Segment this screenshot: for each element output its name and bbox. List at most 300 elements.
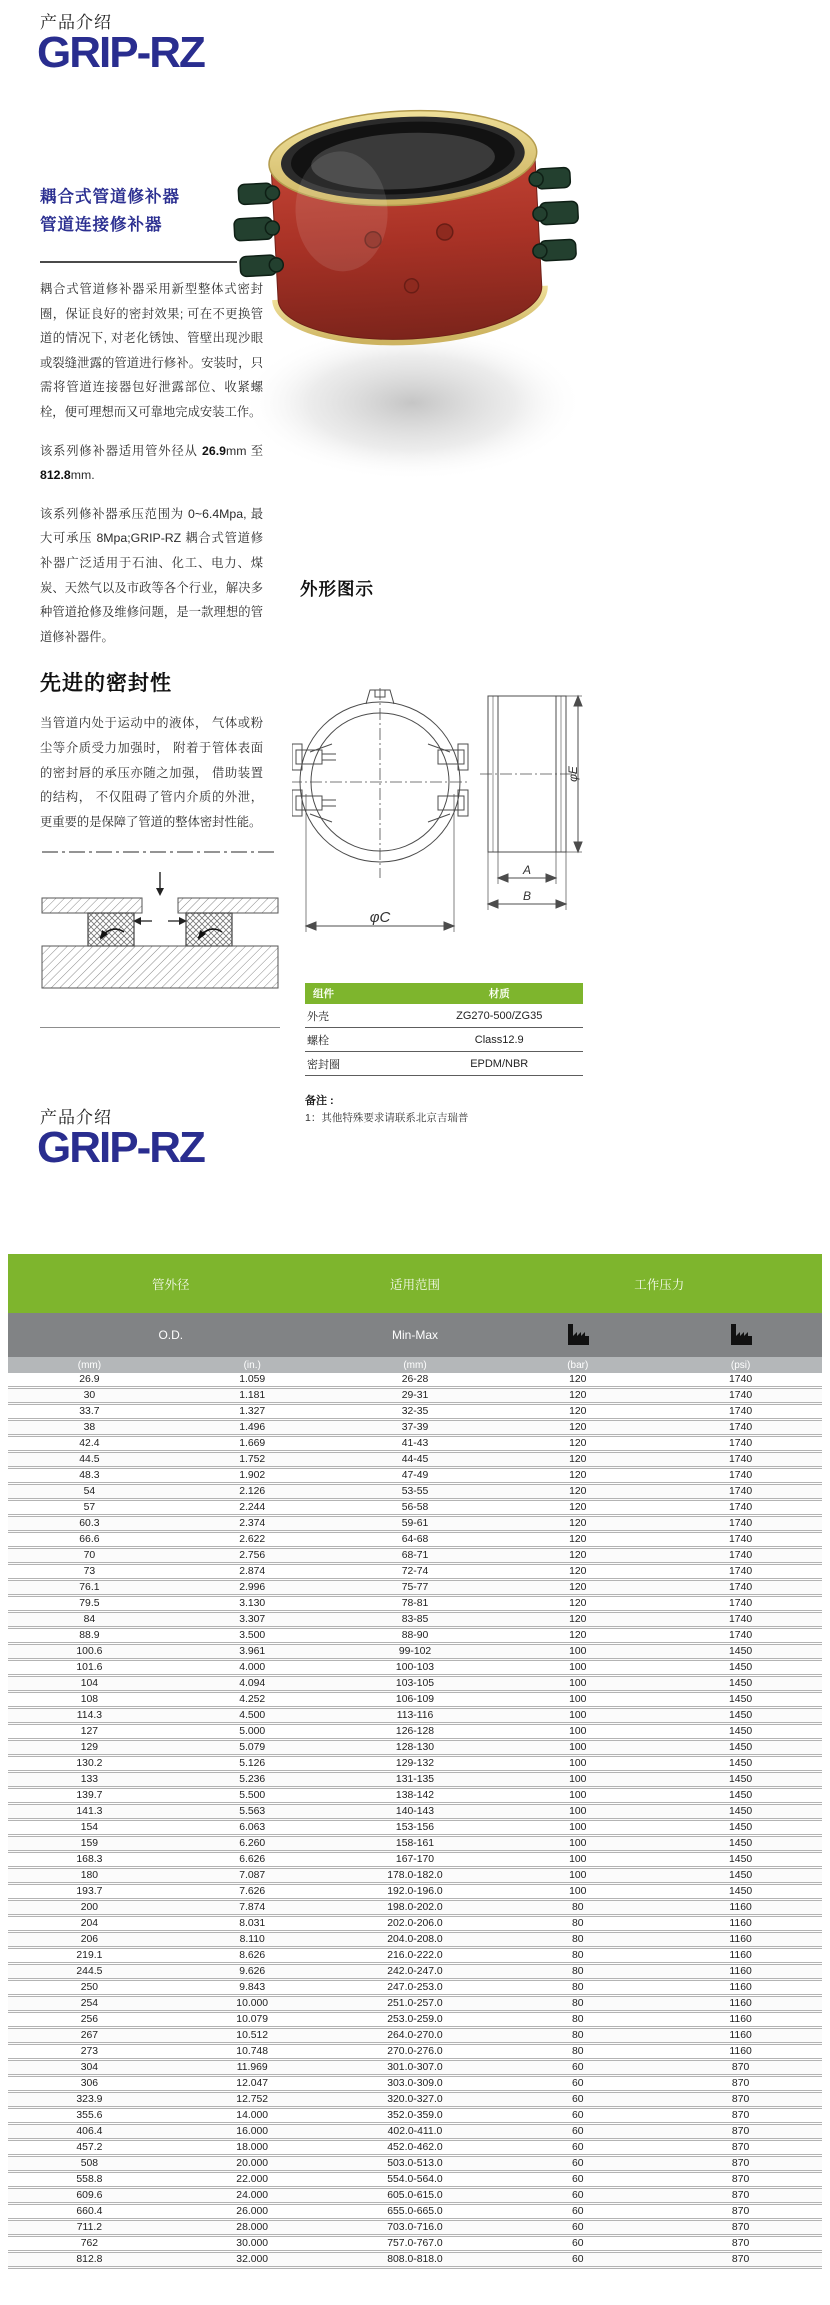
note-line-1: 1：其他特殊要求请联系北京吉瑞普 — [305, 1112, 469, 1124]
spec-unit-cell: (mm) — [8, 1357, 171, 1373]
spec-cell: 204 — [8, 1916, 171, 1932]
spec-cell: 5.563 — [171, 1804, 334, 1820]
page2-section-label: 产品介绍 — [40, 1108, 112, 1127]
dim-label-b: B — [522, 889, 532, 903]
spec-cell: 711.2 — [8, 2220, 171, 2236]
spec-table — [8, 1254, 822, 2269]
spec-cell: 113-116 — [334, 1708, 497, 1724]
spec-cell: 5.079 — [171, 1740, 334, 1756]
spec-cell: 4.252 — [171, 1692, 334, 1708]
spec-row — [8, 1436, 822, 1452]
spec-unit-cell: (psi) — [659, 1357, 822, 1373]
spec-cell: 1450 — [659, 1820, 822, 1836]
spec-cell: 1450 — [659, 1740, 822, 1756]
spec-row — [8, 2252, 822, 2268]
spec-cell: 254 — [8, 1996, 171, 2012]
spec-cell: 108 — [8, 1692, 171, 1708]
spec-cell: 80 — [496, 1948, 659, 1964]
spec-cell: 120 — [496, 1548, 659, 1564]
spec-row — [8, 1612, 822, 1628]
spec-cell: 47-49 — [334, 1468, 497, 1484]
spec-cell: 53-55 — [334, 1484, 497, 1500]
spec-group-range: 适用范围 — [334, 1254, 497, 1313]
spec-row — [8, 1948, 822, 1964]
materials-cell: EPDM/NBR — [415, 1052, 583, 1076]
spec-row — [8, 1500, 822, 1516]
spec-cell: 870 — [659, 2092, 822, 2108]
spec-cell: 192.0-196.0 — [334, 1884, 497, 1900]
spec-cell: 126-128 — [334, 1724, 497, 1740]
spec-cell: 2.996 — [171, 1580, 334, 1596]
spec-cell: 1450 — [659, 1644, 822, 1660]
spec-cell: 2.374 — [171, 1516, 334, 1532]
spec-cell: 80 — [496, 1916, 659, 1932]
spec-cell: 406.4 — [8, 2124, 171, 2140]
spec-cell: 3.130 — [171, 1596, 334, 1612]
spec-row — [8, 1708, 822, 1724]
spec-unit-cell: (in.) — [171, 1357, 334, 1373]
spec-cell: 120 — [496, 1580, 659, 1596]
spec-row — [8, 1676, 822, 1692]
spec-cell: 306 — [8, 2076, 171, 2092]
spec-cell: 100 — [496, 1644, 659, 1660]
spec-cell: 60 — [496, 2220, 659, 2236]
spec-cell: 120 — [496, 1596, 659, 1612]
spec-row — [8, 2140, 822, 2156]
spec-cell: 320.0-327.0 — [334, 2092, 497, 2108]
spec-cell: 267 — [8, 2028, 171, 2044]
spec-row — [8, 1900, 822, 1916]
spec-cell: 1450 — [659, 1884, 822, 1900]
spec-cell: 80 — [496, 2012, 659, 2028]
spec-cell: 22.000 — [171, 2172, 334, 2188]
spec-cell: 4.094 — [171, 1676, 334, 1692]
spec-cell: 30.000 — [171, 2236, 334, 2252]
spec-cell: 7.087 — [171, 1868, 334, 1884]
spec-row — [8, 1373, 822, 1388]
spec-cell: 120 — [496, 1500, 659, 1516]
spec-cell: 1.496 — [171, 1420, 334, 1436]
spec-cell: 247.0-253.0 — [334, 1980, 497, 1996]
spec-row — [8, 2188, 822, 2204]
sealing-diagram — [40, 846, 280, 1008]
spec-group-header-row — [8, 1254, 822, 1313]
spec-cell: 60 — [496, 2156, 659, 2172]
spec-cell: 355.6 — [8, 2108, 171, 2124]
spec-cell: 1740 — [659, 1580, 822, 1596]
dim-label-c: φC — [369, 909, 391, 926]
spec-cell: 3.307 — [171, 1612, 334, 1628]
spec-cell: 120 — [496, 1628, 659, 1644]
spec-cell: 178.0-182.0 — [334, 1868, 497, 1884]
product-title-line1: 耦合式管道修补器 — [40, 188, 180, 206]
spec-cell: 80 — [496, 1980, 659, 1996]
spec-cell: 303.0-309.0 — [334, 2076, 497, 2092]
materials-header-component: 组件 — [305, 983, 415, 1004]
spec-cell: 244.5 — [8, 1964, 171, 1980]
technical-drawing — [292, 632, 586, 974]
spec-cell: 1.327 — [171, 1404, 334, 1420]
spec-cell: 100 — [496, 1740, 659, 1756]
spec-cell: 60 — [496, 2140, 659, 2156]
page1-section-label: 产品介绍 — [40, 13, 112, 32]
spec-cell: 139.7 — [8, 1788, 171, 1804]
spec-cell: 1740 — [659, 1468, 822, 1484]
spec-cell: 11.969 — [171, 2060, 334, 2076]
spec-row — [8, 2044, 822, 2060]
spec-cell: 1450 — [659, 1724, 822, 1740]
spec-cell: 1160 — [659, 1948, 822, 1964]
spec-cell: 5.500 — [171, 1788, 334, 1804]
spec-cell: 402.0-411.0 — [334, 2124, 497, 2140]
spec-cell: 54 — [8, 1484, 171, 1500]
spec-row — [8, 2108, 822, 2124]
spec-cell: 8.031 — [171, 1916, 334, 1932]
spec-cell: 2.244 — [171, 1500, 334, 1516]
spec-cell: 870 — [659, 2060, 822, 2076]
spec-cell: 870 — [659, 2124, 822, 2140]
spec-cell: 80 — [496, 1964, 659, 1980]
spec-subheader-range: Min-Max — [334, 1313, 497, 1357]
spec-row — [8, 1916, 822, 1932]
spec-cell: 103-105 — [334, 1676, 497, 1692]
title-divider — [40, 261, 237, 263]
spec-unit-cell: (mm) — [334, 1357, 497, 1373]
spec-cell: 270.0-276.0 — [334, 2044, 497, 2060]
spec-cell: 1160 — [659, 2044, 822, 2060]
spec-cell: 2.874 — [171, 1564, 334, 1580]
spec-row — [8, 1484, 822, 1500]
spec-cell: 605.0-615.0 — [334, 2188, 497, 2204]
spec-row — [8, 1964, 822, 1980]
spec-cell: 10.748 — [171, 2044, 334, 2060]
spec-cell: 204.0-208.0 — [334, 1932, 497, 1948]
spec-cell: 200 — [8, 1900, 171, 1916]
spec-row — [8, 1548, 822, 1564]
spec-cell: 120 — [496, 1452, 659, 1468]
spec-cell: 26.9 — [8, 1373, 171, 1388]
spec-cell: 198.0-202.0 — [334, 1900, 497, 1916]
od-range-min: 26.9 — [202, 443, 226, 458]
spec-cell: 100 — [496, 1820, 659, 1836]
materials-cell: ZG270-500/ZG35 — [415, 1004, 583, 1028]
spec-cell: 1450 — [659, 1788, 822, 1804]
spec-cell: 133 — [8, 1772, 171, 1788]
spec-cell: 216.0-222.0 — [334, 1948, 497, 1964]
materials-cell: 螺栓 — [305, 1028, 415, 1052]
spec-cell: 301.0-307.0 — [334, 2060, 497, 2076]
spec-subheader-psi-cell — [659, 1313, 822, 1357]
intro-column — [40, 183, 263, 1028]
spec-cell: 130.2 — [8, 1756, 171, 1772]
spec-row — [8, 2236, 822, 2252]
spec-cell: 1450 — [659, 1676, 822, 1692]
spec-cell: 1160 — [659, 1996, 822, 2012]
spec-cell: 206 — [8, 1932, 171, 1948]
spec-cell: 180 — [8, 1868, 171, 1884]
spec-cell: 29-31 — [334, 1388, 497, 1404]
spec-cell: 114.3 — [8, 1708, 171, 1724]
spec-cell: 870 — [659, 2204, 822, 2220]
sealing-paragraph: 当管道内处于运动中的液体， 气体或粉尘等介质受力加强时， 附着于管体表面的密封唇的承压亦随之加强， 借助装置的结构， 不仅阻碍了管内介质的外泄， 更重要的是保障了管道的整体密封性能。 — [40, 716, 263, 829]
spec-cell: 14.000 — [171, 2108, 334, 2124]
spec-cell: 128-130 — [334, 1740, 497, 1756]
spec-cell: 655.0-665.0 — [334, 2204, 497, 2220]
spec-cell: 1740 — [659, 1484, 822, 1500]
spec-cell: 37-39 — [334, 1420, 497, 1436]
spec-cell: 158-161 — [334, 1836, 497, 1852]
spec-cell: 120 — [496, 1436, 659, 1452]
intro-paragraph-1: 耦合式管道修补器采用新型整体式密封圈，保证良好的密封效果; 可在不更换管道的情况下, 对老化锈蚀、管壁出现沙眼或裂缝泄露的管道进行修补。安装时，只需将管道连接器包好泄露部位、收紧螺栓，便可理想而又可靠地完成安装工作。 — [40, 282, 263, 419]
spec-cell: 38 — [8, 1420, 171, 1436]
spec-row — [8, 1980, 822, 1996]
spec-cell: 9.626 — [171, 1964, 334, 1980]
spec-cell: 1160 — [659, 1980, 822, 1996]
spec-cell: 129 — [8, 1740, 171, 1756]
spec-row — [8, 1740, 822, 1756]
right-bolt-cluster — [529, 167, 581, 261]
spec-row — [8, 1404, 822, 1420]
spec-cell: 101.6 — [8, 1660, 171, 1676]
spec-cell: 1450 — [659, 1708, 822, 1724]
spec-cell: 120 — [496, 1468, 659, 1484]
spec-cell: 1450 — [659, 1852, 822, 1868]
spec-cell: 100 — [496, 1884, 659, 1900]
spec-cell: 59-61 — [334, 1516, 497, 1532]
materials-cell: Class12.9 — [415, 1028, 583, 1052]
spec-row — [8, 1564, 822, 1580]
spec-cell: 558.8 — [8, 2172, 171, 2188]
spec-cell: 1450 — [659, 1804, 822, 1820]
spec-cell: 870 — [659, 2252, 822, 2268]
spec-cell: 80 — [496, 1996, 659, 2012]
spec-row — [8, 1692, 822, 1708]
spec-cell: 28.000 — [171, 2220, 334, 2236]
materials-row — [305, 1004, 583, 1028]
spec-row — [8, 2028, 822, 2044]
spec-cell: 68-71 — [334, 1548, 497, 1564]
spec-row — [8, 1772, 822, 1788]
spec-row — [8, 1452, 822, 1468]
spec-cell: 304 — [8, 2060, 171, 2076]
spec-cell: 264.0-270.0 — [334, 2028, 497, 2044]
spec-cell: 100 — [496, 1724, 659, 1740]
spec-cell: 9.843 — [171, 1980, 334, 1996]
spec-cell: 1740 — [659, 1516, 822, 1532]
spec-cell: 18.000 — [171, 2140, 334, 2156]
spec-cell: 2.622 — [171, 1532, 334, 1548]
spec-cell: 32-35 — [334, 1404, 497, 1420]
spec-cell: 8.110 — [171, 1932, 334, 1948]
spec-cell: 1160 — [659, 1916, 822, 1932]
spec-cell: 60 — [496, 2124, 659, 2140]
spec-cell: 10.079 — [171, 2012, 334, 2028]
spec-cell: 1740 — [659, 1373, 822, 1388]
spec-cell: 80 — [496, 2028, 659, 2044]
spec-cell: 57 — [8, 1500, 171, 1516]
intro-paragraph-3: 该系列修补器承压范围为 0~6.4Mpa, 最大可承压 8Mpa;GRIP-RZ 耦合式管道修补器广泛适用于石油、化工、电力、煤炭、天然气以及市政等各个行业，解决多种管道抢修及维修问题，是一款理想的管道修补器件。 — [40, 506, 263, 644]
spec-cell: 100 — [496, 1868, 659, 1884]
spec-cell: 44.5 — [8, 1452, 171, 1468]
spec-cell: 100 — [496, 1804, 659, 1820]
spec-cell: 1160 — [659, 2028, 822, 2044]
spec-row — [8, 1580, 822, 1596]
spec-cell: 1.902 — [171, 1468, 334, 1484]
spec-cell: 80 — [496, 2044, 659, 2060]
spec-cell: 3.961 — [171, 1644, 334, 1660]
page1-brand-title: GRIP-RZ — [37, 28, 204, 77]
spec-cell: 60 — [496, 2092, 659, 2108]
spec-group-od: 管外径 — [8, 1254, 334, 1313]
spec-cell: 1740 — [659, 1436, 822, 1452]
od-range-max: 812.8 — [40, 468, 71, 483]
spec-cell: 250 — [8, 1980, 171, 1996]
spec-cell: 870 — [659, 2140, 822, 2156]
spec-cell: 70 — [8, 1548, 171, 1564]
spec-cell: 6.260 — [171, 1836, 334, 1852]
spec-cell: 100 — [496, 1756, 659, 1772]
spec-cell: 1740 — [659, 1420, 822, 1436]
spec-cell: 100 — [496, 1836, 659, 1852]
spec-row — [8, 1644, 822, 1660]
spec-cell: 72-74 — [334, 1564, 497, 1580]
od-range-post: mm. — [70, 468, 95, 483]
spec-cell: 870 — [659, 2156, 822, 2172]
spec-cell: 64-68 — [334, 1532, 497, 1548]
pressure-icon — [565, 1322, 591, 1346]
spec-cell: 88.9 — [8, 1628, 171, 1644]
materials-row — [305, 1028, 583, 1052]
spec-cell: 1450 — [659, 1772, 822, 1788]
spec-cell: 1740 — [659, 1548, 822, 1564]
materials-cell: 外壳 — [305, 1004, 415, 1028]
spec-cell: 120 — [496, 1532, 659, 1548]
spec-cell: 60 — [496, 2108, 659, 2124]
spec-cell: 870 — [659, 2076, 822, 2092]
spec-cell: 762 — [8, 2236, 171, 2252]
spec-cell: 153-156 — [334, 1820, 497, 1836]
spec-row — [8, 2076, 822, 2092]
spec-cell: 4.500 — [171, 1708, 334, 1724]
spec-cell: 60.3 — [8, 1516, 171, 1532]
spec-cell: 60 — [496, 2060, 659, 2076]
spec-cell: 60 — [496, 2076, 659, 2092]
spec-cell: 100 — [496, 1852, 659, 1868]
spec-cell: 202.0-206.0 — [334, 1916, 497, 1932]
spec-cell: 100 — [496, 1788, 659, 1804]
spec-cell: 870 — [659, 2108, 822, 2124]
spec-cell: 20.000 — [171, 2156, 334, 2172]
spec-cell: 120 — [496, 1564, 659, 1580]
spec-subheader-bar-cell — [496, 1313, 659, 1357]
spec-cell: 120 — [496, 1420, 659, 1436]
spec-cell: 10.000 — [171, 1996, 334, 2012]
spec-cell: 100 — [496, 1660, 659, 1676]
spec-cell: 757.0-767.0 — [334, 2236, 497, 2252]
spec-cell: 106-109 — [334, 1692, 497, 1708]
materials-section — [305, 983, 583, 1125]
spec-cell: 33.7 — [8, 1404, 171, 1420]
spec-units-row — [8, 1357, 822, 1373]
spec-sub-header-row — [8, 1313, 822, 1357]
spec-cell: 32.000 — [171, 2252, 334, 2268]
spec-cell: 508 — [8, 2156, 171, 2172]
spec-row — [8, 1628, 822, 1644]
spec-cell: 1450 — [659, 1868, 822, 1884]
spec-cell: 75-77 — [334, 1580, 497, 1596]
photo-shadow — [240, 325, 584, 481]
spec-cell: 812.8 — [8, 2252, 171, 2268]
spec-cell: 1.752 — [171, 1452, 334, 1468]
dim-label-e: φE — [566, 766, 580, 782]
spec-cell: 120 — [496, 1388, 659, 1404]
spec-row — [8, 1420, 822, 1436]
spec-cell: 1160 — [659, 1964, 822, 1980]
spec-cell: 60 — [496, 2236, 659, 2252]
spec-cell: 104 — [8, 1676, 171, 1692]
spec-cell: 554.0-564.0 — [334, 2172, 497, 2188]
spec-cell: 1450 — [659, 1660, 822, 1676]
spec-cell: 42.4 — [8, 1436, 171, 1452]
spec-cell: 8.626 — [171, 1948, 334, 1964]
spec-cell: 2.756 — [171, 1548, 334, 1564]
spec-cell: 100-103 — [334, 1660, 497, 1676]
product-photo — [222, 58, 590, 508]
spec-cell: 3.500 — [171, 1628, 334, 1644]
spec-cell: 1740 — [659, 1500, 822, 1516]
spec-cell: 1740 — [659, 1452, 822, 1468]
spec-cell: 870 — [659, 2220, 822, 2236]
spec-table-body — [8, 1373, 822, 2268]
spec-cell: 6.626 — [171, 1852, 334, 1868]
spec-row — [8, 1516, 822, 1532]
materials-header-row — [305, 983, 583, 1004]
spec-row — [8, 1852, 822, 1868]
diagram-bottom-rule — [40, 1027, 280, 1028]
materials-table — [305, 983, 583, 1076]
spec-cell: 167-170 — [334, 1852, 497, 1868]
spec-cell: 1450 — [659, 1692, 822, 1708]
spec-cell: 120 — [496, 1484, 659, 1500]
spec-cell: 1160 — [659, 1900, 822, 1916]
spec-cell: 1160 — [659, 2012, 822, 2028]
spec-row — [8, 1596, 822, 1612]
spec-cell: 120 — [496, 1404, 659, 1420]
note-title: 备注 : — [305, 1095, 334, 1107]
spec-cell: 5.126 — [171, 1756, 334, 1772]
spec-cell: 41-43 — [334, 1436, 497, 1452]
spec-cell: 5.000 — [171, 1724, 334, 1740]
spec-row — [8, 1660, 822, 1676]
spec-row — [8, 1756, 822, 1772]
spec-cell: 703.0-716.0 — [334, 2220, 497, 2236]
spec-row — [8, 1932, 822, 1948]
spec-cell: 7.874 — [171, 1900, 334, 1916]
materials-row — [305, 1052, 583, 1076]
spec-cell: 60 — [496, 2188, 659, 2204]
spec-cell: 88-90 — [334, 1628, 497, 1644]
spec-cell: 808.0-818.0 — [334, 2252, 497, 2268]
spec-cell: 26.000 — [171, 2204, 334, 2220]
spec-row — [8, 2204, 822, 2220]
spec-cell: 1740 — [659, 1612, 822, 1628]
spec-cell: 159 — [8, 1836, 171, 1852]
spec-cell: 131-135 — [334, 1772, 497, 1788]
spec-cell: 1160 — [659, 1932, 822, 1948]
spec-cell: 16.000 — [171, 2124, 334, 2140]
spec-cell: 129-132 — [334, 1756, 497, 1772]
spec-cell: 352.0-359.0 — [334, 2108, 497, 2124]
